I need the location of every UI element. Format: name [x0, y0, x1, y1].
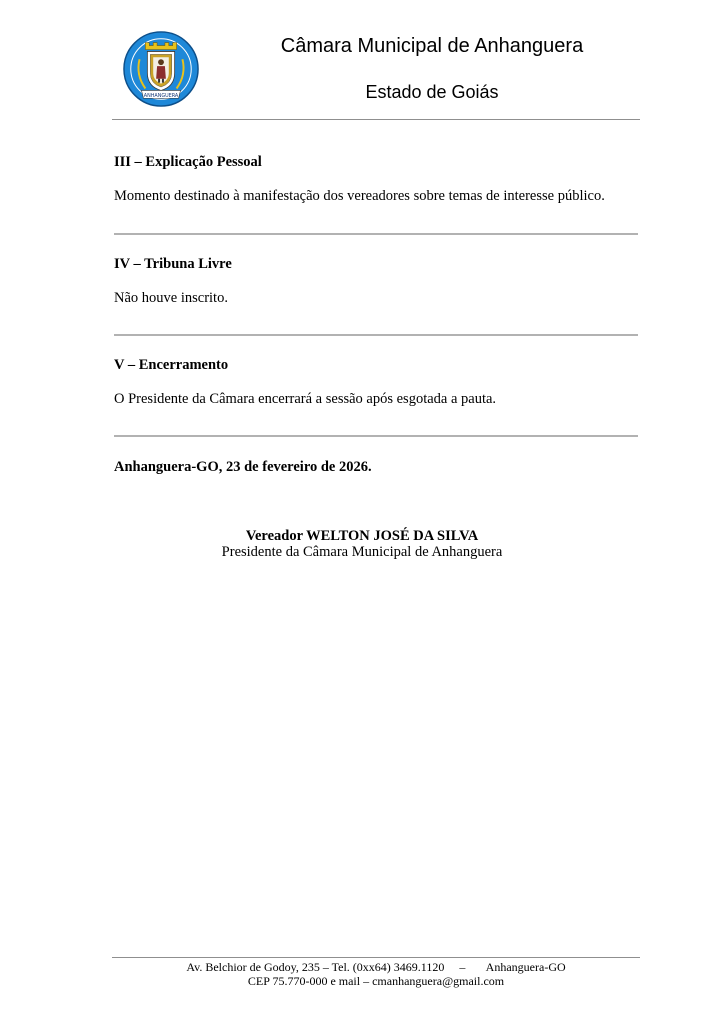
svg-text:ANHANGUERA: ANHANGUERA [143, 92, 179, 99]
section-title: III – Explicação Pessoal [114, 154, 262, 170]
signer-role: Presidente da Câmara Municipal de Anhanguera [221, 544, 503, 560]
section-title: V – Encerramento [114, 357, 229, 373]
organization-name: Câmara Municipal de Anhanguera [280, 35, 584, 57]
section-divider [114, 435, 638, 437]
signer-name: Vereador WELTON JOSÉ DA SILVA [245, 528, 479, 544]
organization-state: Estado de Goiás [365, 82, 499, 102]
letterhead [112, 24, 640, 120]
section-body: Momento destinado à manifestação dos vereadores sobre temas de interesse público. [114, 188, 605, 204]
section-divider [114, 233, 638, 235]
section-body: Não houve inscrito. [114, 290, 228, 306]
date-line: Anhanguera-GO, 23 de fevereiro de 2026. [114, 459, 372, 475]
section-divider [114, 334, 638, 336]
footer-address: Av. Belchior de Godoy, 235 – Tel. (0xx64) 3469.1120 – Anhanguera-GO [186, 960, 566, 974]
footer-contact: CEP 75.770-000 e mail – cmanhanguera@gmail.com [247, 974, 505, 988]
municipal-seal-icon [122, 30, 200, 108]
footer-divider [112, 957, 640, 958]
header-divider [112, 119, 640, 120]
section-title: IV – Tribuna Livre [114, 256, 232, 272]
section-body: O Presidente da Câmara encerrará a sessão após esgotada a pauta. [114, 391, 497, 407]
